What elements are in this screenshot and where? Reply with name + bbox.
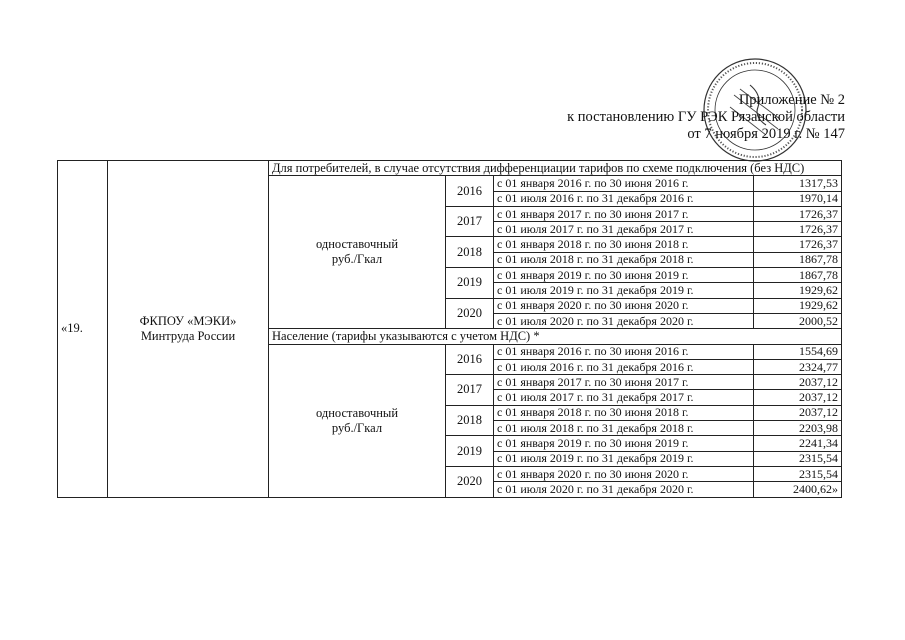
year-cell: 2020 (446, 298, 494, 329)
period-cell: с 01 июля 2017 г. по 31 декабря 2017 г. (494, 222, 754, 237)
tariff-value: 1726,37 (754, 237, 842, 252)
period-cell: с 01 января 2019 г. по 30 июня 2019 г. (494, 268, 754, 283)
tariff-value: 1554,69 (754, 344, 842, 359)
rate-type: одноставочный (315, 237, 399, 252)
year-cell: 2016 (446, 344, 494, 375)
period-cell: с 01 января 2017 г. по 30 июня 2017 г. (494, 206, 754, 221)
section-header-row (58, 161, 842, 176)
year-cell: 2018 (446, 237, 494, 268)
tariff-value: 2000,52 (754, 313, 842, 328)
period-cell: с 01 июля 2019 г. по 31 декабря 2019 г. (494, 451, 754, 466)
document-header (515, 92, 845, 143)
appendix-title: Приложение № 2 (738, 92, 845, 108)
rate-type-cell (269, 176, 446, 329)
tariff-value: 2315,54 (754, 466, 842, 481)
tariff-value: 1970,14 (754, 191, 842, 206)
tariff-value: 2037,12 (754, 405, 842, 420)
period-cell: с 01 января 2016 г. по 30 июня 2016 г. (494, 176, 754, 191)
year-cell: 2019 (446, 268, 494, 299)
tariff-value: 2324,77 (754, 359, 842, 374)
organization-cell (108, 161, 269, 498)
period-cell: с 01 января 2016 г. по 30 июня 2016 г. (494, 344, 754, 359)
row-number: «19. (58, 161, 108, 498)
tariff-value: 1929,62 (754, 283, 842, 298)
period-cell: с 01 июля 2020 г. по 31 декабря 2020 г. (494, 313, 754, 328)
period-cell: с 01 января 2020 г. по 30 июня 2020 г. (494, 298, 754, 313)
tariff-value: 1867,78 (754, 252, 842, 267)
year-cell: 2020 (446, 466, 494, 497)
tariff-value: 1317,53 (754, 176, 842, 191)
period-cell: с 01 июля 2016 г. по 31 декабря 2016 г. (494, 359, 754, 374)
period-cell: с 01 января 2018 г. по 30 июня 2018 г. (494, 405, 754, 420)
tariff-value: 2037,12 (754, 375, 842, 390)
tariff-value: 1929,62 (754, 298, 842, 313)
period-cell: с 01 июля 2016 г. по 31 декабря 2016 г. (494, 191, 754, 206)
tariff-value: 2400,62» (754, 482, 842, 497)
section-title: Для потребителей, в случае отсутствия дифференциации тарифов по схеме подключения (без НДС) (269, 161, 842, 176)
tariff-value: 2203,98 (754, 421, 842, 436)
organization-name: ФКПОУ «МЭКИ» (139, 313, 237, 328)
period-cell: с 01 июля 2020 г. по 31 декабря 2020 г. (494, 482, 754, 497)
period-cell: с 01 января 2019 г. по 30 июня 2019 г. (494, 436, 754, 451)
year-cell: 2018 (446, 405, 494, 436)
year-cell: 2017 (446, 375, 494, 406)
period-cell: с 01 января 2020 г. по 30 июня 2020 г. (494, 466, 754, 481)
period-cell: с 01 июля 2019 г. по 31 декабря 2019 г. (494, 283, 754, 298)
period-cell: с 01 января 2018 г. по 30 июня 2018 г. (494, 237, 754, 252)
period-cell: с 01 января 2017 г. по 30 июня 2017 г. (494, 375, 754, 390)
resolution-date: от 7 ноября 2019 г. № 147 (687, 126, 845, 142)
year-cell: 2019 (446, 436, 494, 467)
tariff-value: 2241,34 (754, 436, 842, 451)
tariff-value: 2037,12 (754, 390, 842, 405)
year-cell: 2016 (446, 176, 494, 207)
period-cell: с 01 июля 2017 г. по 31 декабря 2017 г. (494, 390, 754, 405)
rate-type: одноставочный (315, 405, 399, 420)
tariff-value: 1726,37 (754, 222, 842, 237)
tariff-table (57, 160, 842, 498)
year-cell: 2017 (446, 206, 494, 237)
rate-type-cell (269, 344, 446, 497)
section-title: Население (тарифы указываются с учетом НДС) * (269, 329, 842, 344)
period-cell: с 01 июля 2018 г. по 31 декабря 2018 г. (494, 421, 754, 436)
organization-ministry: Минтруда России (140, 328, 236, 343)
resolution-reference: к постановлению ГУ РЭК Рязанской области (567, 109, 845, 125)
rate-unit: руб./Гкал (331, 252, 383, 267)
period-cell: с 01 июля 2018 г. по 31 декабря 2018 г. (494, 252, 754, 267)
rate-unit: руб./Гкал (331, 420, 383, 435)
tariff-value: 1867,78 (754, 268, 842, 283)
tariff-value: 1726,37 (754, 206, 842, 221)
tariff-value: 2315,54 (754, 451, 842, 466)
